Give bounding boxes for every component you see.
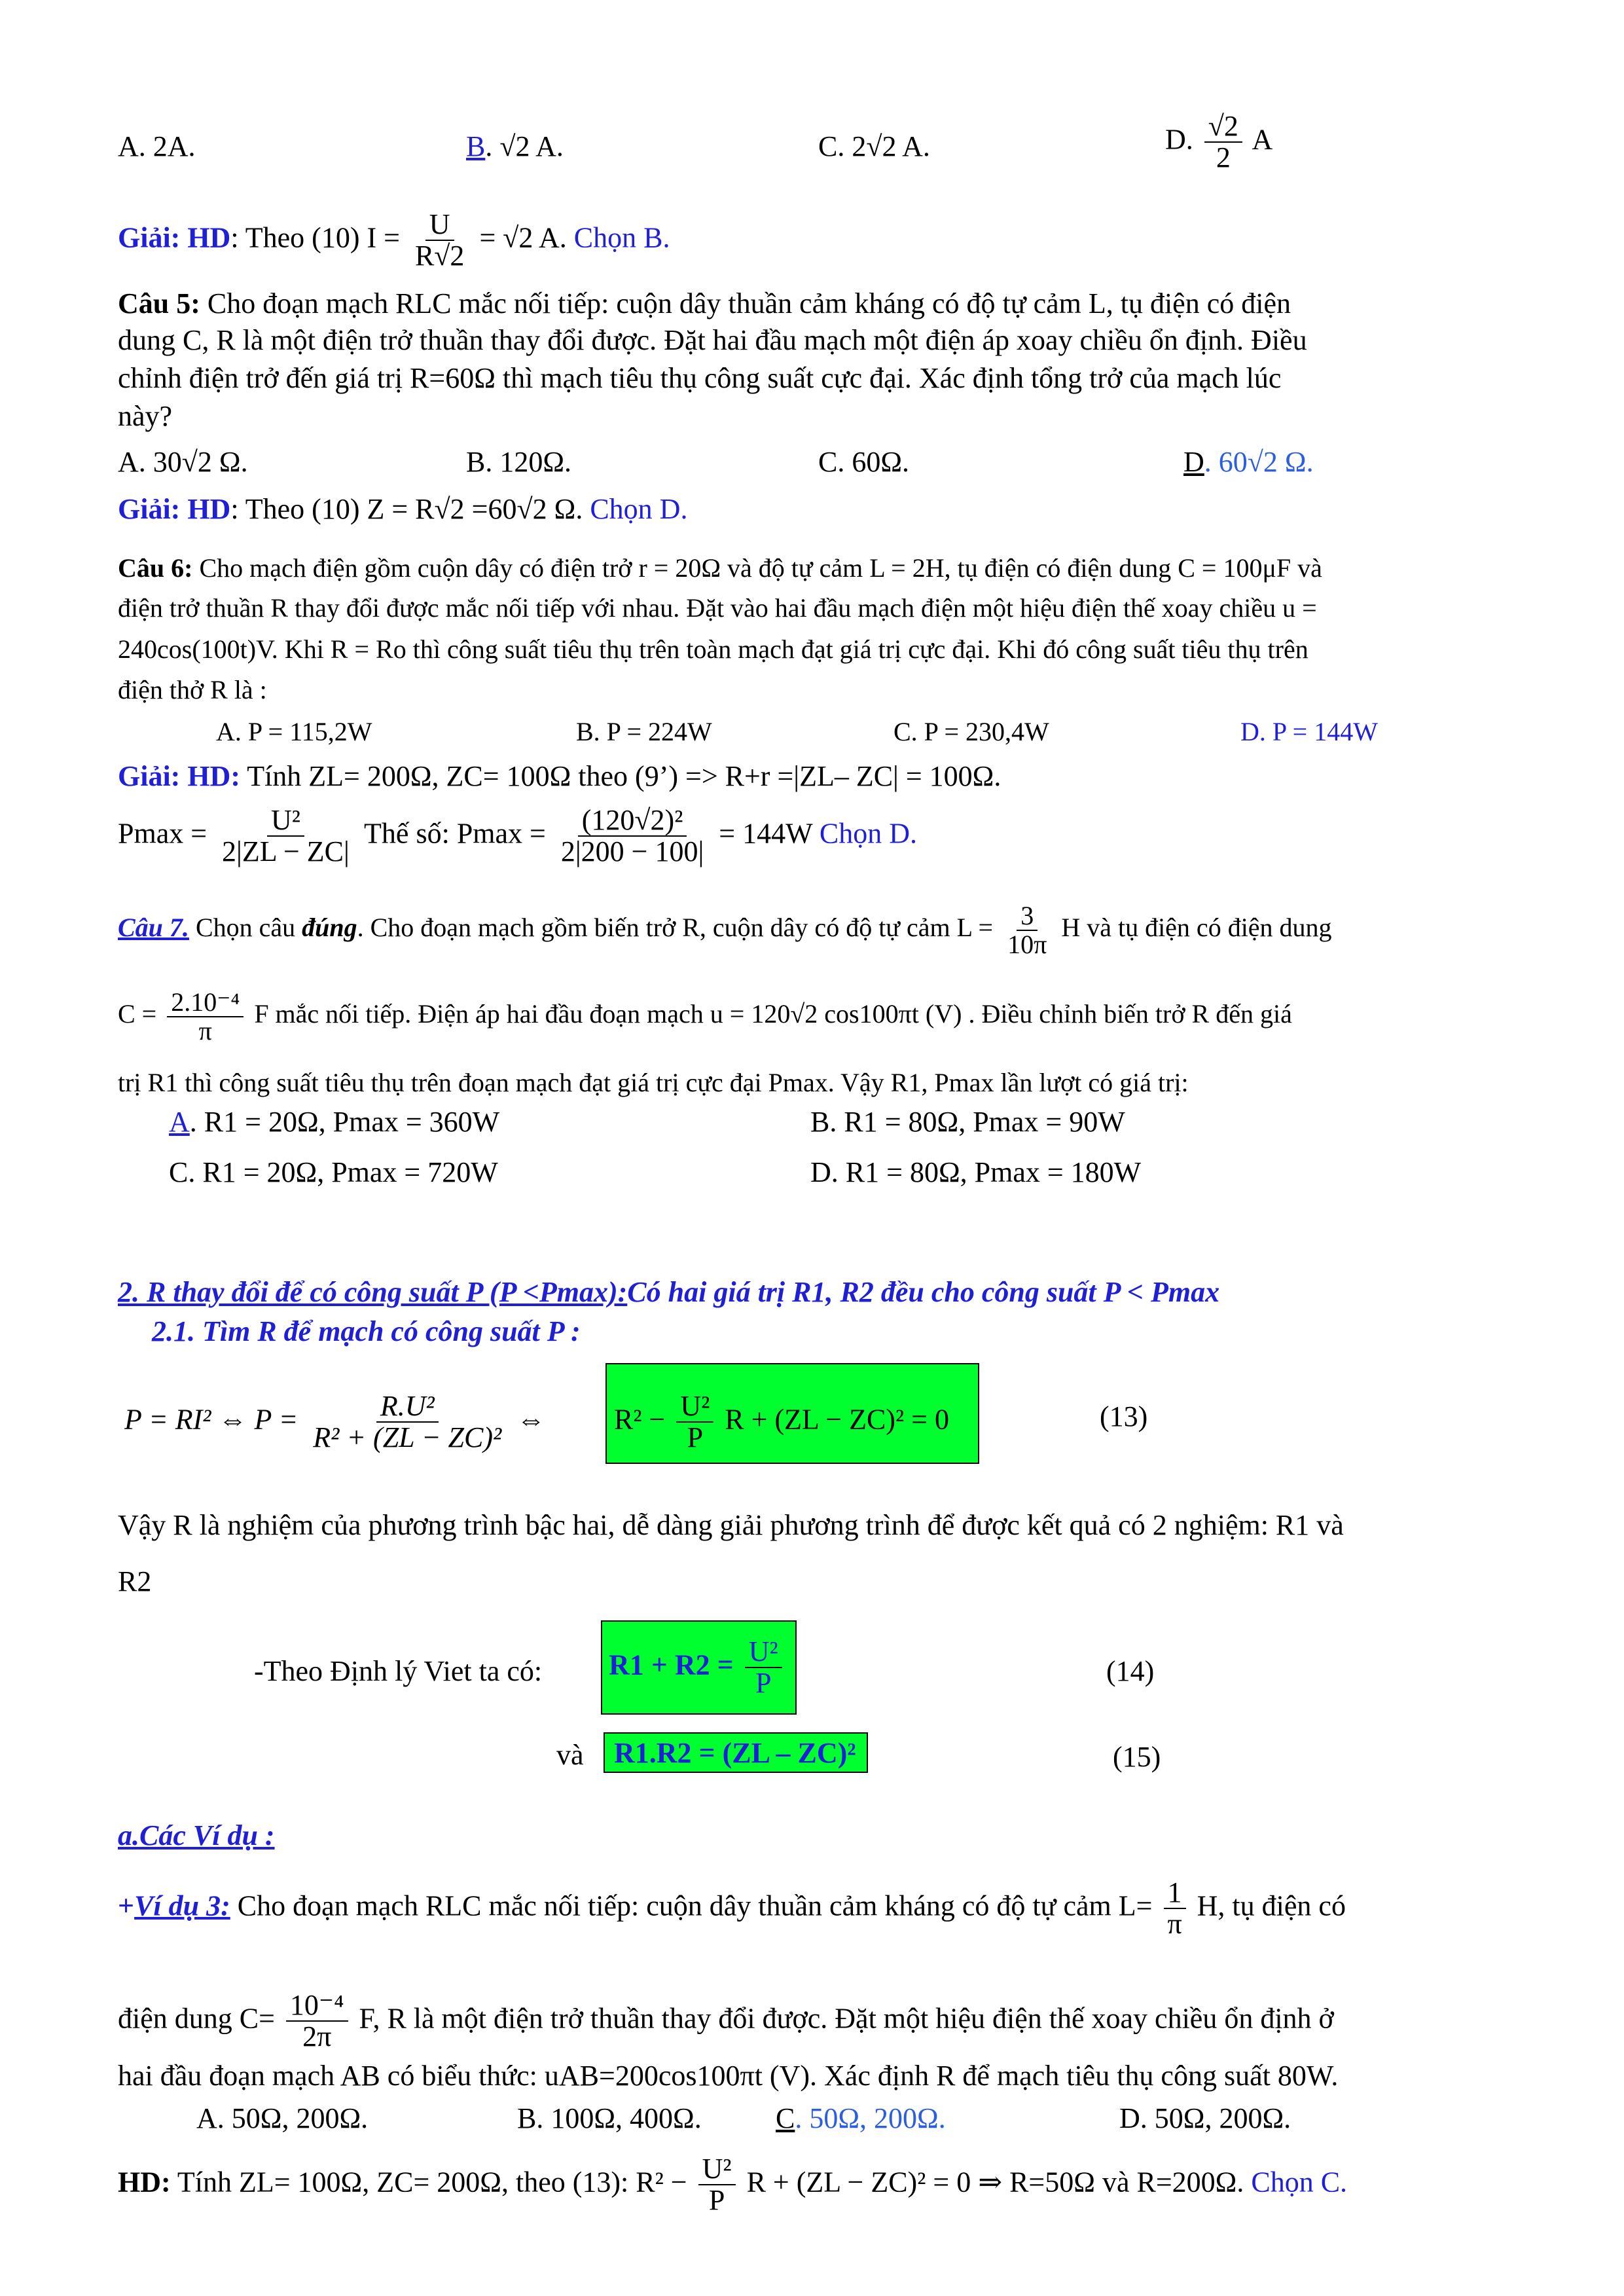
q4-option-c: C. 2√2 A. [818,130,930,162]
example-3-option-d: D. 50Ω, 200Ω. [1119,2102,1291,2134]
q4-option-a: A. 2A. [118,130,196,162]
quadratic-equation: R² − $\frac{\text{U²}}{P}$ R + (ZL − ZC)² = 0 [614,1390,949,1454]
q6-line4: điện thở R là : [118,675,267,704]
q5-option-a: A. 30√2 Ω. [118,446,248,478]
examples-heading: a.Các Ví dụ : [118,1819,275,1851]
example-3-option-a: A. 50Ω, 200Ω. [196,2102,369,2134]
q7-line3: trị R1 thì công suất tiêu thụ trên đoạn mạch đạt giá trị cực đại Pmax. Vậy R1, Pmax lần lượt có giá trị: [118,1068,1189,1097]
example-3-line3: hai đầu đoạn mạch AB có biểu thức: uAB=200cos100πt (V). Xác định R để mạch tiêu thụ công suất 80W. [118,2060,1339,2092]
q5-option-d: D. 60√2 Ω. [1183,446,1314,478]
example-3-line2: điện dung C= $\frac{\text{10⁻⁴}}{2\pi}$ F, R là một điện trở thuần thay đổi được. Đặt một hiệu điện thế xoay chiều ổn định ở [118,1989,1334,2053]
q5-solution: Giải: HD: Theo (10) Z = R√2 =60√2 Ω. Chọn D. [118,493,688,525]
q5-line3: chỉnh điện trở đến giá trị R=60Ω thì mạch tiêu thụ công suất cực đại. Xác định tổng trở của mạch lúc [118,362,1282,394]
q5-line4: này? [118,400,173,432]
va-label: và [556,1739,584,1771]
q4-solution: Giải: HD: Theo (10) I = $\frac{U}{R√2}$ = √2 A. Chọn B. [118,208,670,272]
q6-option-c: C. P = 230,4W [893,717,1049,746]
q7-option-b: B. R1 = 80Ω, Pmax = 90W [810,1106,1125,1138]
equation-number-13: (13) [1100,1400,1148,1432]
q6-option-d: D. P = 144W [1240,717,1378,746]
q7-line2: C = $\frac{\text{2.10⁻⁴}}{\pi}$ F mắc nối tiếp. Điện áp hai đầu đoạn mạch u = 120√2 cos100πt (V) . Điều chỉnh biến trở R đến giá [118,987,1292,1046]
section-2-title: 2. R thay đổi để có công suất P (P <Pmax):Có hai giá trị R1, R2 đều cho công suất P < Pmax [118,1276,1220,1308]
section-2-text-line2: R2 [118,1565,152,1597]
q6-option-a: A. P = 115,2W [216,717,372,746]
example-3-option-b: B. 100Ω, 400Ω. [517,2102,702,2134]
example-3-solution: HD: Tính ZL= 100Ω, ZC= 200Ω, theo (13): R² − $\frac{\text{U²}}{P}$ R + (ZL − ZC)² = 0 ⇒ R=50Ω và R=200Ω. Chọn C. [118,2153,1348,2217]
power-equation: P = RI² ⇔ P = $\frac{\text{R.U²}}{\text{R² + (ZL − ZC)²}}$ ⇔ [124,1390,546,1454]
equation-number-14: (14) [1106,1655,1155,1687]
q4-option-d: D. $\frac{√2}{2}$ A [1165,110,1273,174]
q6-line3: 240cos(100t)V. Khi R = Ro thì công suất tiêu thụ trên toàn mạch đạt giá trị cực đại. Khi đó công suất tiêu thụ trên [118,634,1308,664]
equation-number-15: (15) [1113,1741,1161,1773]
section-2-1-title: 2.1. Tìm R để mạch có công suất P : [152,1315,581,1347]
section-2-text-line1: Vậy R là nghiệm của phương trình bậc hai, dễ dàng giải phương trình để được kết quả có 2 nghiệm: R1 và [118,1509,1344,1541]
q6-line1: Câu 6: Cho mạch điện gồm cuộn dây có điện trở r = 20Ω và độ tự cảm L = 2H, tụ điện có điện dung C = 100μF và [118,553,1322,583]
q5-line1: Câu 5: Cho đoạn mạch RLC mắc nối tiếp: cuộn dây thuần cảm kháng có độ tự cảm L, tụ điện có điện [118,287,1291,319]
q7-line1: Câu 7. Chọn câu đúng. Cho đoạn mạch gồm biến trở R, cuộn dây có độ tự cảm L = $\frac{3}{10\pi}$ H và tụ điện có điện dung [118,901,1332,959]
q6-solution: Giải: HD: Tính ZL= 200Ω, ZC= 100Ω theo (9’) => R+r =|ZL– ZC| = 100Ω. [118,760,1001,792]
q6-line2: điện trở thuần R thay đổi được mắc nối tiếp với nhau. Đặt vào hai đầu mạch điện một hiệu điện thế xoay chiều u = [118,593,1317,623]
q5-line2: dung C, R là một điện trở thuần thay đổi được. Đặt hai đầu mạch một điện áp xoay chiều ổn định. Điều [118,324,1307,356]
viet-sum: R1 + R2 = $\frac{\text{U²}}{P}$ [609,1637,786,1698]
q6-pmax-formula: Pmax = $\frac{\text{U²}}{2|ZL - ZC|}$ Thế số: Pmax = $\frac{\text{(120√2)²}}{2|200 - 100|}$ = 144W Chọn D. [118,804,917,868]
q5-option-b: B. 120Ω. [466,446,572,478]
q4-option-b: B. √2 A. [466,130,564,162]
q5-option-c: C. 60Ω. [818,446,910,478]
q7-option-a: A. R1 = 20Ω, Pmax = 360W [169,1106,500,1138]
viet-label: -Theo Định lý Viet ta có: [254,1655,543,1687]
q7-option-d: D. R1 = 80Ω, Pmax = 180W [810,1156,1142,1188]
example-3-line1: +Ví dụ 3: Cho đoạn mạch RLC mắc nối tiếp: cuộn dây thuần cảm kháng có độ tự cảm L= $\frac{1}{\pi}$ H, tụ điện có [118,1876,1346,1941]
viet-product: R1.R2 = (ZL – ZC)² [614,1737,856,1769]
q6-option-b: B. P = 224W [576,717,712,746]
example-3-option-c: C. 50Ω, 200Ω. [776,2102,946,2134]
q7-option-c: C. R1 = 20Ω, Pmax = 720W [169,1156,498,1188]
